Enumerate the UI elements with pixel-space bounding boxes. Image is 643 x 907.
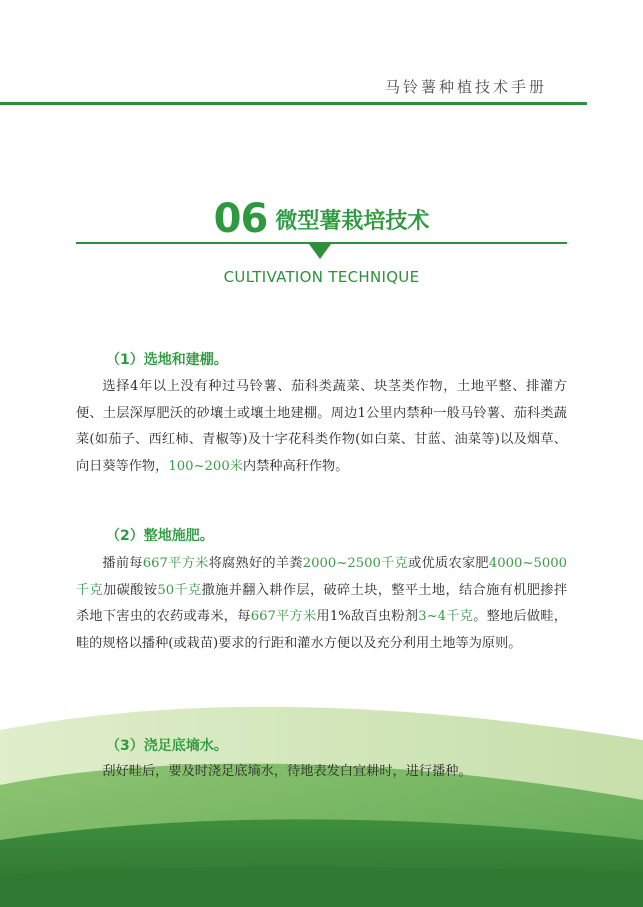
chapter-name: 微型薯栽培技术 (275, 208, 430, 234)
section-paragraph-1: 选择4年以上没有种过马铃薯、茄科类蔬菜、块茎类作物，土地平整、排灌方便、土层深厚肥沃的砂壤土或壤土地建棚。周边1公里内禁种一般马铃薯、茄科类蔬菜(如茄子、西红柿、青椒等)及十字花科类作物(如白菜、甘蓝、油菜等)以及烟草、向日葵等作物，100~200米内禁种高秆作物。 (76, 379, 567, 474)
section-heading-1: （1）选地和建棚。 (106, 352, 228, 368)
running-header: 马铃薯种植技术手册 (384, 78, 547, 96)
header-rule (0, 102, 587, 105)
chapter-number: 06 (213, 196, 268, 242)
section-paragraph-2: 播前每667平方米将腐熟好的羊粪2000~2500千克或优质农家肥4000~5000千克加碳酸铵50千克撒施并翻入耕作层，破碎土块，整平土地，结合施有机肥掺拌杀地下害虫的农药或毒米，每667平方米用1%敌百虫粉剂3~4千克。整地后做畦，畦的规格以播种(或栽苗)要求的行距和灌水方便以及充分利用土地等为原则。 (76, 556, 568, 651)
section-heading-3: （3）浇足底墒水。 (106, 738, 228, 754)
chapter-subtitle: CULTIVATION TECHNIQUE (223, 268, 420, 286)
down-triangle-icon (308, 244, 332, 260)
section-paragraph-3: 刮好畦后，要及时浇足底墒水，待地表发白宜耕时，进行播种。 (102, 764, 472, 779)
section-heading-2: （2）整地施肥。 (106, 528, 214, 544)
background-wave (0, 690, 643, 907)
chapter-title (0, 196, 643, 242)
